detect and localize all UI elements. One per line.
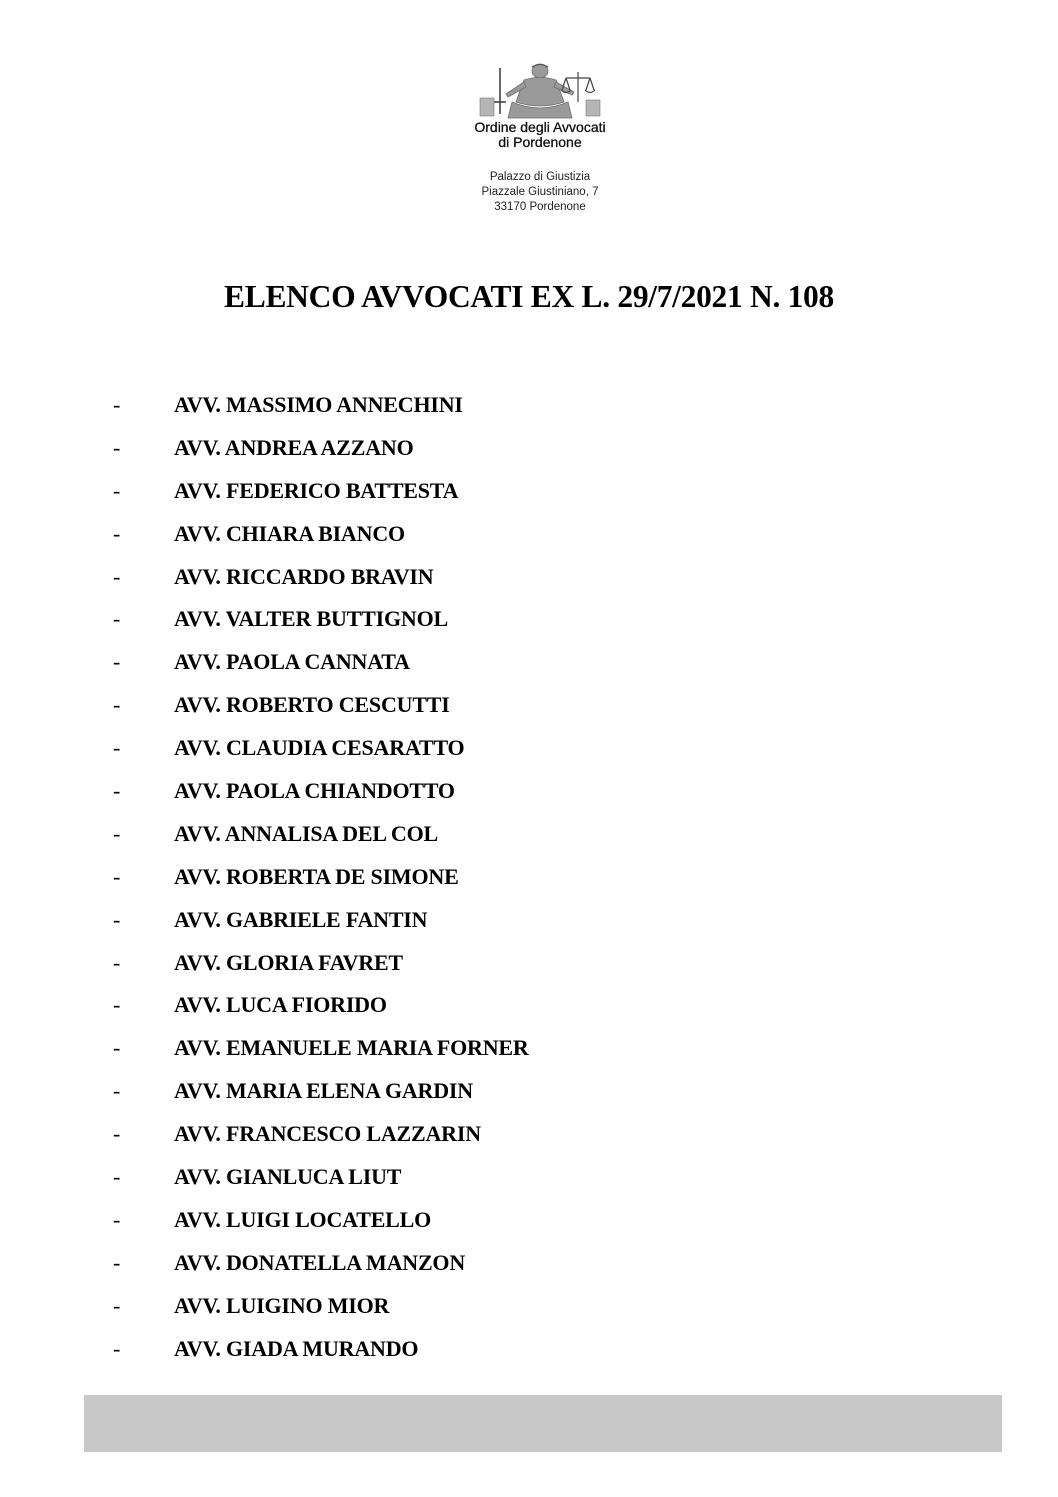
list-item — [0, 431, 900, 474]
lawyer-name: AVV. RICCARDO BRAVIN — [174, 563, 434, 589]
list-item — [0, 517, 900, 560]
list-bullet: - — [113, 1164, 121, 1190]
lawyer-name: AVV. FRANCESCO LAZZARIN — [174, 1121, 481, 1147]
list-bullet: - — [113, 392, 121, 417]
list-bullet: - — [113, 1292, 121, 1318]
lawyer-name: AVV. GABRIELE FANTIN — [174, 906, 428, 932]
list-bullet: - — [113, 1206, 121, 1232]
list-item — [0, 645, 900, 688]
org-name-line2: di Pordenone — [498, 134, 582, 150]
lawyer-name: AVV. GIADA MURANDO — [174, 1335, 419, 1361]
list-bullet: - — [113, 949, 121, 975]
lawyer-name: AVV. EMANUELE MARIA FORNER — [174, 1035, 529, 1061]
lawyer-name: AVV. CLAUDIA CESARATTO — [174, 735, 465, 761]
list-item — [0, 860, 900, 903]
lawyer-name: AVV. LUCA FIORIDO — [174, 992, 387, 1018]
footer-band — [84, 1395, 1002, 1452]
lawyer-name: AVV. GLORIA FAVRET — [174, 949, 403, 975]
list-item — [0, 602, 900, 645]
list-item — [0, 688, 900, 731]
list-bullet: - — [113, 477, 121, 503]
org-name — [450, 120, 630, 150]
list-bullet: - — [113, 563, 121, 589]
list-item — [0, 474, 900, 517]
lawyer-list — [0, 388, 900, 1374]
list-bullet: - — [113, 1335, 121, 1361]
justice-figure-emblem-icon — [460, 62, 620, 120]
list-bullet: - — [113, 649, 121, 675]
list-bullet: - — [113, 1121, 121, 1147]
org-name-line1: Ordine degli Avvocati — [474, 119, 606, 135]
list-item — [0, 560, 900, 603]
list-bullet: - — [113, 735, 121, 761]
lawyer-name: AVV. DONATELLA MANZON — [174, 1249, 466, 1275]
lawyer-name: AVV. CHIARA BIANCO — [174, 520, 405, 546]
lawyer-name: AVV. MARIA ELENA GARDIN — [174, 1078, 473, 1104]
list-bullet: - — [113, 820, 121, 846]
list-bullet: - — [113, 434, 121, 460]
address-line3: 33170 Pordenone — [494, 201, 586, 213]
list-bullet: - — [113, 692, 121, 718]
list-item — [0, 774, 900, 817]
address-block — [450, 170, 630, 215]
list-bullet: - — [113, 778, 121, 804]
list-bullet: - — [113, 1249, 121, 1275]
list-bullet: - — [113, 906, 121, 932]
list-item — [0, 1203, 900, 1246]
list-item — [0, 1160, 900, 1203]
letterhead — [450, 62, 630, 215]
document-title: ELENCO AVVOCATI EX L. 29/7/2021 N. 108 — [224, 279, 834, 314]
list-item — [0, 1117, 900, 1160]
lawyer-name: AVV. ROBERTA DE SIMONE — [174, 863, 459, 889]
list-item — [0, 731, 900, 774]
lawyer-name: AVV. PAOLA CANNATA — [174, 649, 410, 675]
list-item — [0, 388, 900, 431]
list-bullet: - — [113, 992, 121, 1018]
address-line2: Piazzale Giustiniano, 7 — [481, 186, 599, 198]
list-bullet: - — [113, 520, 121, 546]
list-item — [0, 1332, 900, 1375]
lawyer-name: AVV. FEDERICO BATTESTA — [174, 477, 459, 503]
list-bullet: - — [113, 1035, 121, 1061]
lawyer-name: AVV. ANDREA AZZANO — [174, 434, 414, 460]
lawyer-name: AVV. PAOLA CHIANDOTTO — [174, 778, 455, 804]
address-line1: Palazzo di Giustizia — [489, 171, 591, 183]
list-item — [0, 946, 900, 989]
list-item — [0, 903, 900, 946]
list-item — [0, 817, 900, 860]
lawyer-name: AVV. LUIGINO MIOR — [174, 1292, 390, 1318]
list-item — [0, 1031, 900, 1074]
list-item — [0, 1074, 900, 1117]
lawyer-name: AVV. VALTER BUTTIGNOL — [174, 606, 448, 632]
lawyer-name: AVV. MASSIMO ANNECHINI — [174, 392, 463, 417]
list-item — [0, 988, 900, 1031]
list-bullet: - — [113, 606, 121, 632]
lawyer-name: AVV. ANNALISA DEL COL — [174, 820, 438, 846]
lawyer-name: AVV. ROBERTO CESCUTTI — [174, 692, 450, 718]
list-bullet: - — [113, 863, 121, 889]
lawyer-name: AVV. GIANLUCA LIUT — [174, 1164, 402, 1190]
list-bullet: - — [113, 1078, 121, 1104]
list-item — [0, 1246, 900, 1289]
list-item — [0, 1289, 900, 1332]
lawyer-name: AVV. LUIGI LOCATELLO — [174, 1206, 432, 1232]
